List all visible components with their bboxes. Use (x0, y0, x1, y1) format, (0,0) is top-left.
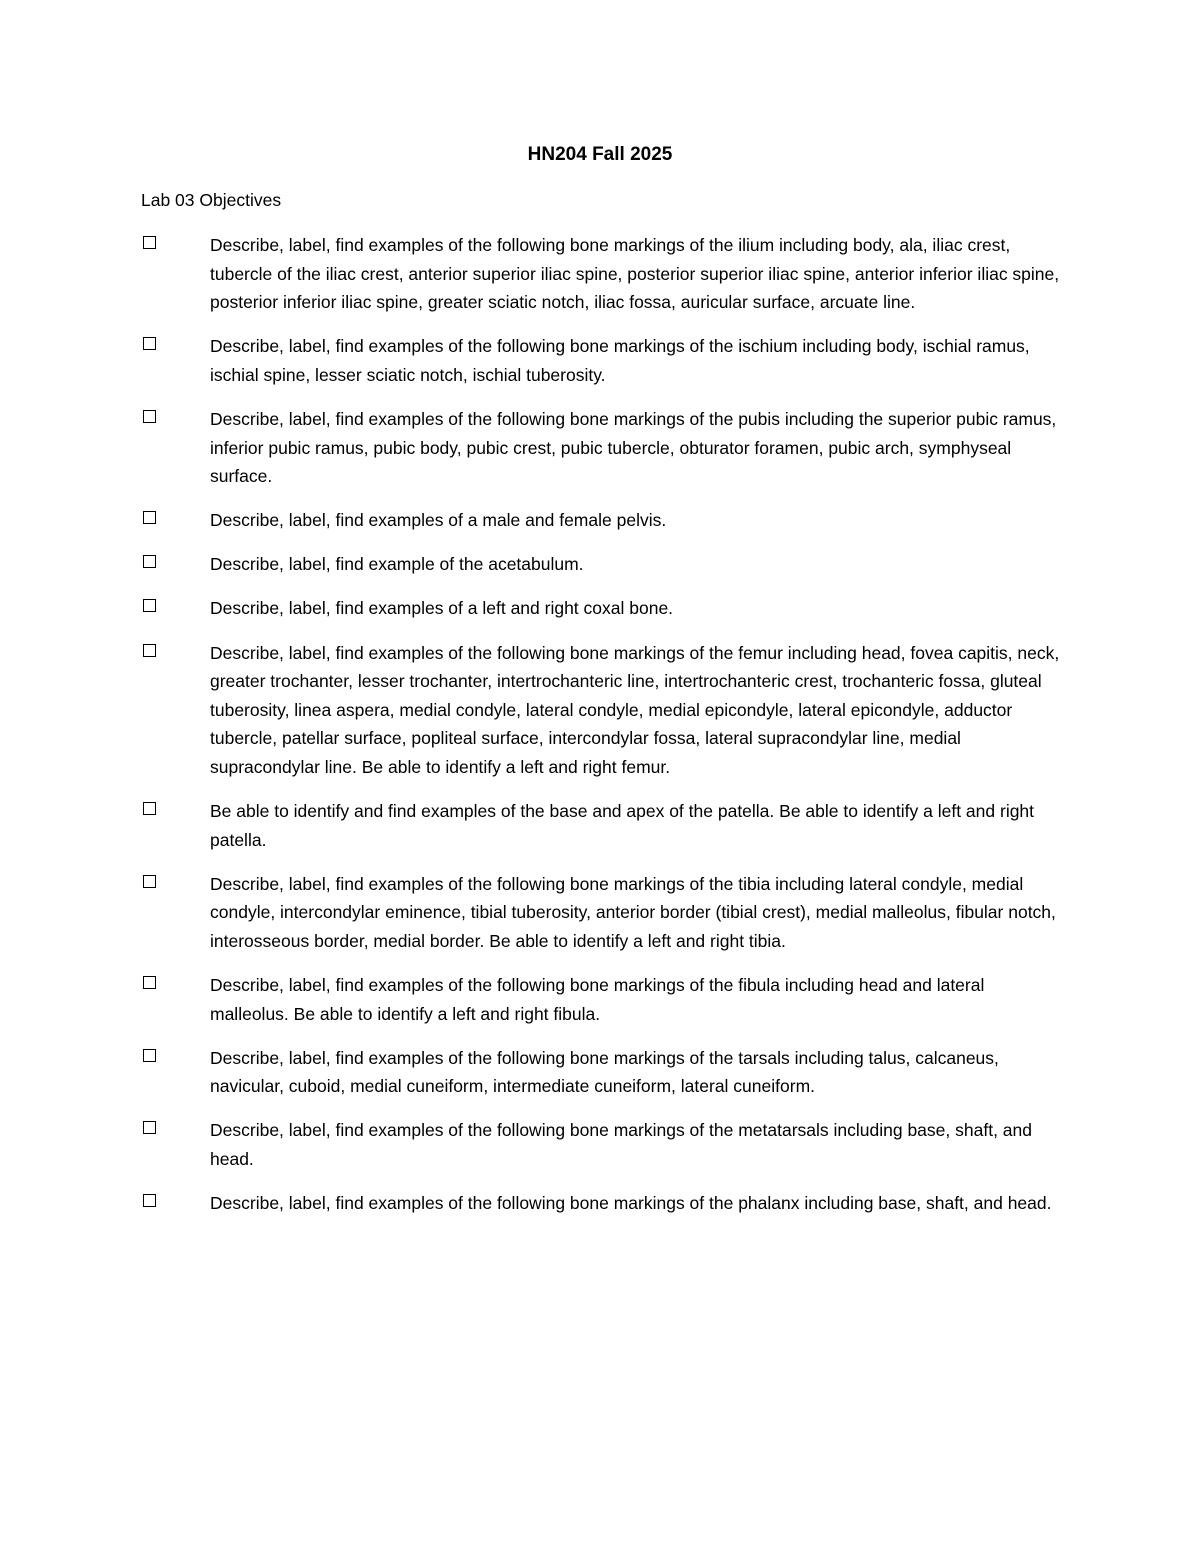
checkbox-icon[interactable] (143, 599, 156, 612)
objective-item (141, 332, 1071, 389)
objective-item (141, 405, 1071, 491)
objective-text: Describe, label, find examples of the following bone markings of the ilium including body, ala, iliac crest, tubercle of the iliac crest, anterior superior iliac spine, posterior superior iliac spine, anterior inferior iliac spine, posterior inferior iliac spine, greater sciatic notch, iliac fossa, auricular surface, arcuate line. (210, 235, 1060, 313)
checkbox-icon[interactable] (143, 644, 156, 657)
objective-item (141, 870, 1071, 956)
checkbox-icon[interactable] (143, 555, 156, 568)
objective-item (141, 1044, 1071, 1101)
objective-item (141, 231, 1071, 317)
objective-item (141, 639, 1071, 782)
checkbox-icon[interactable] (143, 976, 156, 989)
objective-item (141, 594, 1071, 623)
objective-item (141, 1116, 1071, 1173)
checkbox-icon[interactable] (143, 337, 156, 350)
objectives-list (141, 231, 1071, 1233)
objective-text: Describe, label, find examples of the following bone markings of the tibia including lateral condyle, medial condyle, intercondylar eminence, tibial tuberosity, anterior border (tibial crest), medial malleolus, fibular notch, interosseous border, medial border. Be able to identify a left and right tibia. (210, 873, 1056, 951)
objective-text: Be able to identify and find examples of the base and apex of the patella. Be able to identify a left and right patella. (210, 801, 1035, 850)
checkbox-icon[interactable] (143, 511, 156, 524)
page-title: HN204 Fall 2025 (527, 144, 673, 165)
checkbox-icon[interactable] (143, 875, 156, 888)
objective-item (141, 971, 1071, 1028)
objective-item (141, 1189, 1071, 1218)
objective-text: Describe, label, find examples of a left and right coxal bone. (210, 598, 674, 619)
checkbox-icon[interactable] (143, 1194, 156, 1207)
checkbox-icon[interactable] (143, 236, 156, 249)
objective-text: Describe, label, find examples of the following bone markings of the fibula including head and lateral malleolus. Be able to identify a left and right fibula. (210, 974, 985, 1024)
objective-text: Describe, label, find examples of the following bone markings of the metatarsals including base, shaft, and head. (210, 1120, 1032, 1169)
objective-text: Describe, label, find examples of the following bone markings of the tarsals including talus, calcaneus, navicular, cuboid, medial cuneiform, intermediate cuneiform, lateral cuneiform. (210, 1047, 999, 1097)
checkbox-icon[interactable] (143, 1049, 156, 1062)
objective-item (141, 550, 1071, 579)
objective-text: Describe, label, find example of the acetabulum. (210, 554, 584, 575)
checkbox-icon[interactable] (143, 802, 156, 815)
objective-text: Describe, label, find examples of a male and female pelvis. (210, 510, 667, 531)
page-subtitle: Lab 03 Objectives (141, 190, 282, 210)
objective-item (141, 506, 1071, 535)
objective-item (141, 797, 1071, 854)
objective-text: Describe, label, find examples of the following bone markings of the pubis including the superior pubic ramus, inferior pubic ramus, pubic body, pubic crest, pubic tubercle, obturator foramen, pubic arch, symphyseal surface. (210, 408, 1057, 487)
objective-text: Describe, label, find examples of the following bone markings of the ischium including body, ischial ramus, ischial spine, lesser sciatic notch, ischial tuberosity. (210, 336, 1030, 385)
checkbox-icon[interactable] (143, 1121, 156, 1134)
checkbox-icon[interactable] (143, 410, 156, 423)
objective-text: Describe, label, find examples of the following bone markings of the femur including head, fovea capitis, neck, greater trochanter, lesser trochanter, intertrochanteric line, intertrochanteric crest, trochanteric fossa, gluteal tuberosity, linea aspera, medial condyle, lateral condyle, medial epicondyle, lateral epicondyle, adductor tubercle, patellar surface, popliteal surface, intercondylar fossa, lateral supracondylar line, medial supracondylar line. Be able to identify a left and right femur. (210, 642, 1060, 777)
objective-text: Describe, label, find examples of the following bone markings of the phalanx including base, shaft, and head. (210, 1193, 1052, 1214)
